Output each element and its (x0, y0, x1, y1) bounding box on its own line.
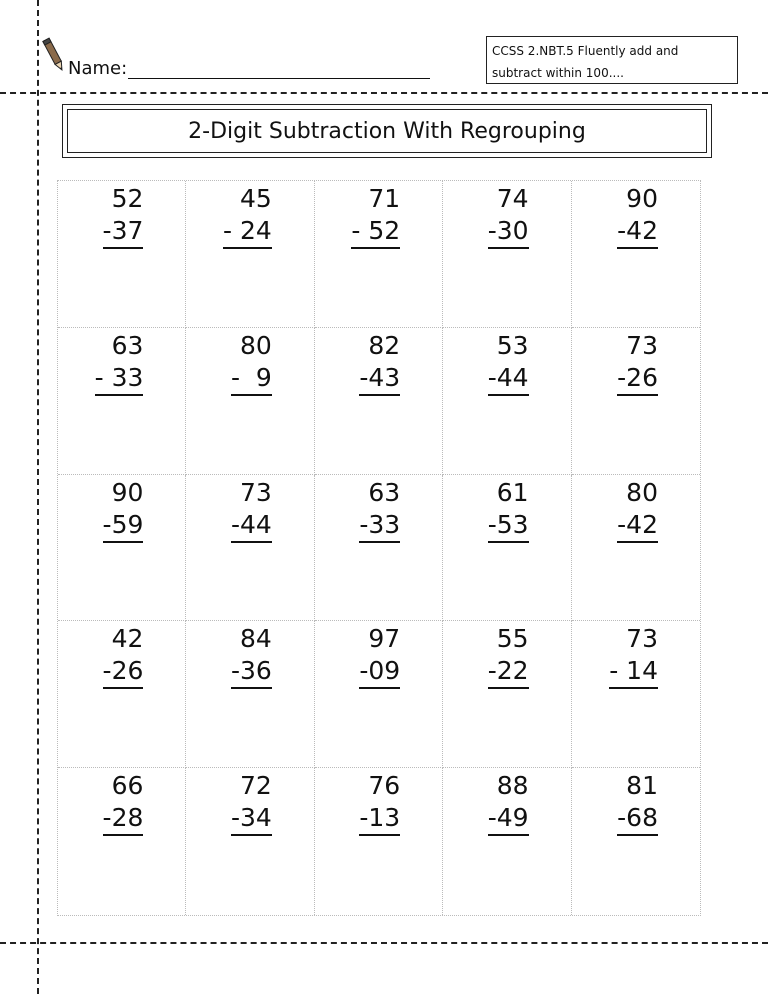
subtrahend: -30 (488, 215, 529, 249)
minuend: 72 (239, 771, 272, 801)
subtrahend: - 14 (609, 655, 658, 689)
subtrahend: -09 (359, 655, 400, 689)
subtrahend: - 9 (231, 362, 272, 396)
problem-grid (57, 180, 701, 916)
problem-cell (186, 181, 314, 328)
minuend: 71 (368, 184, 401, 213)
minuend: 80 (626, 477, 658, 507)
top-cut-line (0, 92, 768, 94)
subtrahend: -26 (617, 362, 658, 396)
minuend: 82 (368, 330, 401, 360)
problem-cell (58, 621, 186, 768)
minuend: 45 (239, 184, 272, 213)
problem-cell (58, 328, 186, 475)
minuend: 74 (496, 184, 529, 213)
subtrahend: -44 (231, 509, 272, 543)
subtraction-problem (231, 770, 272, 836)
problem-cell (58, 181, 186, 328)
minuend: 88 (496, 771, 529, 801)
minuend: 63 (368, 477, 401, 507)
subtrahend: -42 (617, 509, 658, 543)
subtrahend: -36 (231, 655, 272, 689)
problem-cell (443, 475, 571, 622)
problem-cell (315, 768, 443, 915)
subtraction-problem (488, 623, 529, 689)
pencil-icon (42, 36, 66, 76)
subtraction-problem (231, 330, 272, 396)
problem-cell (572, 621, 700, 768)
standard-box (486, 36, 738, 84)
subtraction-problem (223, 183, 272, 249)
subtraction-problem (488, 183, 529, 249)
minuend: 80 (239, 330, 272, 360)
standard-text-line-2: subtract within 100.... (492, 66, 624, 80)
left-margin-cut-line (37, 0, 39, 994)
problem-cell (58, 475, 186, 622)
standard-text-line-1: CCSS 2.NBT.5 Fluently add and (492, 44, 679, 58)
worksheet-title: 2-Digit Subtraction With Regrouping (67, 109, 707, 153)
problem-cell (572, 475, 700, 622)
problem-cell (443, 328, 571, 475)
subtraction-problem (488, 330, 529, 396)
problem-cell (315, 181, 443, 328)
subtraction-problem (95, 330, 144, 396)
subtraction-problem (359, 477, 400, 543)
minuend: 66 (111, 771, 144, 801)
subtrahend: -26 (103, 655, 144, 689)
name-label: Name: (68, 58, 128, 79)
problem-cell (572, 768, 700, 915)
minuend: 52 (111, 184, 144, 213)
problem-cell (186, 328, 314, 475)
subtraction-problem (359, 330, 400, 396)
problem-cell (572, 328, 700, 475)
subtrahend: - 24 (223, 215, 272, 249)
title-box (62, 104, 712, 158)
subtraction-problem (103, 477, 144, 543)
problem-cell (315, 621, 443, 768)
minuend: 55 (496, 624, 529, 654)
minuend: 90 (626, 184, 658, 213)
minuend: 73 (626, 330, 658, 360)
minuend: 73 (626, 624, 658, 654)
subtraction-problem (488, 477, 529, 543)
problem-cell (572, 181, 700, 328)
minuend: 97 (368, 624, 401, 654)
subtraction-problem (617, 770, 658, 836)
subtraction-problem (617, 477, 658, 543)
subtrahend: -49 (488, 802, 529, 836)
subtrahend: -22 (488, 655, 529, 689)
problem-cell (443, 181, 571, 328)
subtraction-problem (359, 770, 400, 836)
subtrahend: -13 (359, 802, 400, 836)
subtraction-problem (609, 623, 658, 689)
subtraction-problem (231, 623, 272, 689)
subtrahend: - 33 (95, 362, 144, 396)
problem-cell (443, 768, 571, 915)
problem-cell (58, 768, 186, 915)
subtraction-problem (359, 623, 400, 689)
subtrahend: -37 (103, 215, 144, 249)
problem-cell (315, 328, 443, 475)
problem-cell (186, 475, 314, 622)
subtrahend: -33 (359, 509, 400, 543)
minuend: 76 (368, 771, 401, 801)
minuend: 73 (239, 477, 272, 507)
subtrahend: -44 (488, 362, 529, 396)
problem-cell (443, 621, 571, 768)
minuend: 53 (496, 330, 529, 360)
subtraction-problem (617, 330, 658, 396)
subtraction-problem (617, 183, 658, 249)
bottom-cut-line (0, 942, 768, 944)
problem-cell (315, 475, 443, 622)
subtrahend: -59 (103, 509, 144, 543)
subtrahend: - 52 (351, 215, 400, 249)
name-write-line (128, 78, 430, 79)
minuend: 63 (111, 330, 144, 360)
subtrahend: -68 (617, 802, 658, 836)
subtrahend: -53 (488, 509, 529, 543)
problem-cell (186, 621, 314, 768)
subtraction-problem (103, 183, 144, 249)
problem-cell (186, 768, 314, 915)
subtraction-problem (103, 623, 144, 689)
minuend: 42 (111, 624, 144, 654)
minuend: 61 (496, 477, 529, 507)
subtrahend: -28 (103, 802, 144, 836)
subtraction-problem (488, 770, 529, 836)
subtraction-problem (103, 770, 144, 836)
subtrahend: -43 (359, 362, 400, 396)
subtrahend: -42 (617, 215, 658, 249)
minuend: 90 (111, 477, 144, 507)
subtraction-problem (351, 183, 400, 249)
subtraction-problem (231, 477, 272, 543)
minuend: 81 (626, 771, 658, 801)
minuend: 84 (239, 624, 272, 654)
subtrahend: -34 (231, 802, 272, 836)
